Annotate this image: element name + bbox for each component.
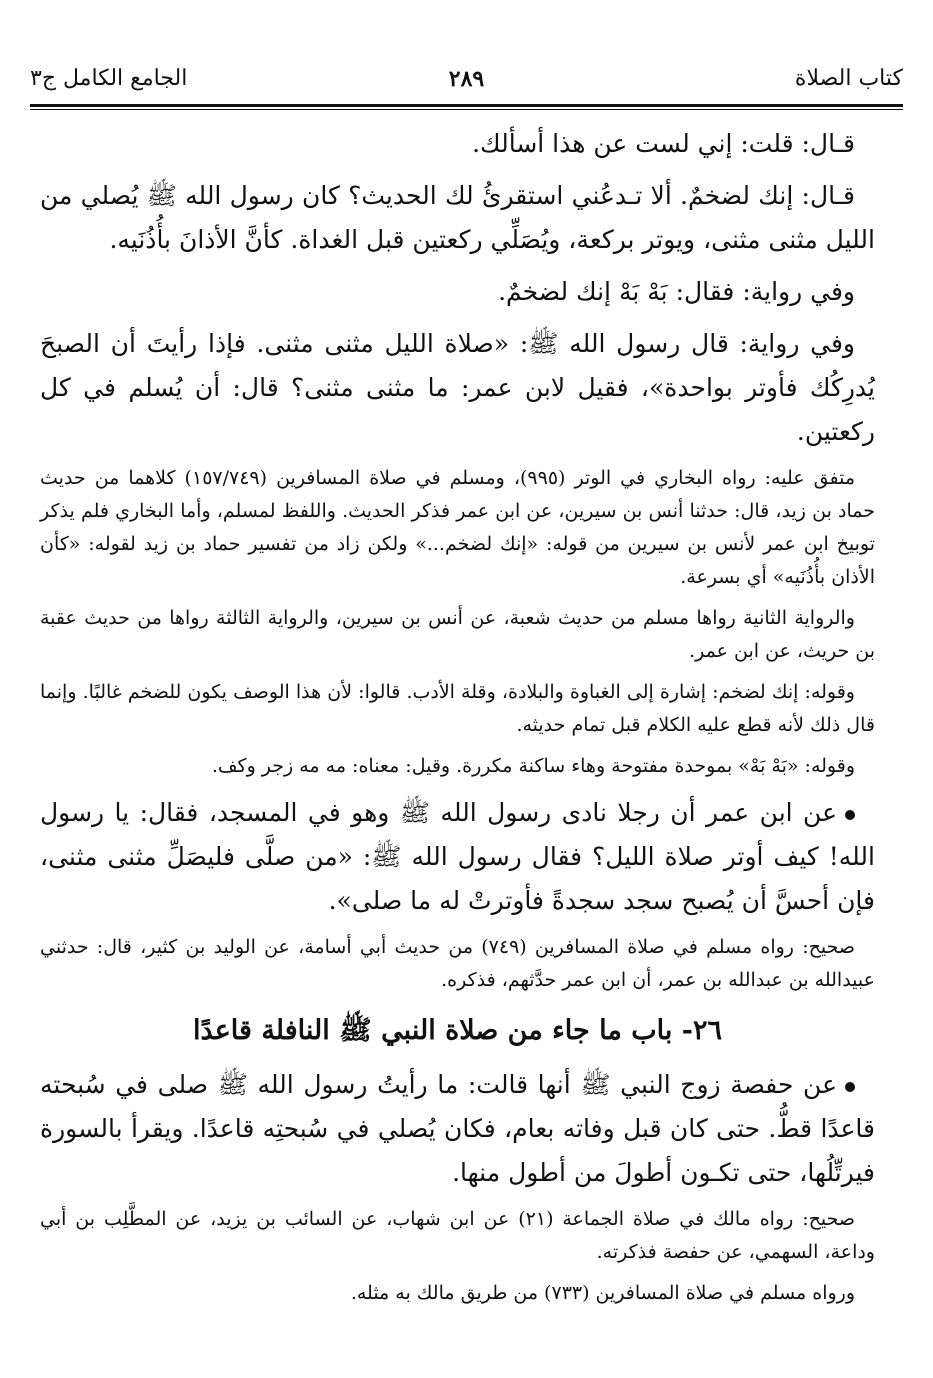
commentary-paragraph: والرواية الثانية رواها مسلم من حديث شعبة، عن أنس بن سيرين، والرواية الثالثة رواها من حديث عقبة بن حريث، عن ابن عمر. <box>40 607 875 662</box>
bullet-icon <box>845 1082 855 1092</box>
hadith-paragraph: قـال: إنك لضخمٌ. ألا تـدعُني استقرئُ لك الحديث؟ كان رسول الله ﷺ يُصلي من الليل مثنى مثنى، ويوتر بركعة، ويُصَلِّي ركعتين قبل الغداة. كأنَّ الأذانَ بأُذُنَيه. <box>40 181 875 254</box>
hadith-paragraph <box>40 791 875 923</box>
commentary-paragraph: وقوله: «بَهْ بَهْ» بموحدة مفتوحة وهاء ساكنة مكررة. وقيل: معناه: مه مه زجر وكف. <box>211 755 855 777</box>
commentary-paragraph: صحيح: رواه مالك في صلاة الجماعة (٢١) عن ابن شهاب، عن السائب بن يزيد، عن المطَّلِب بن أبي وداعة، السهمي، عن حفصة فذكرته. <box>40 1208 875 1263</box>
hadith-paragraph: وفي رواية: قال رسول الله ﷺ: «صلاة الليل مثنى مثنى. فإذا رأيتَ أن الصبحَ يُدرِكُك فأوتر بواحدة»، فقيل لابن عمر: ما مثنى مثنى؟ قال: أن يُسلم في كل ركعتين. <box>40 329 875 446</box>
hadith-text: عن ابن عمر أن رجلا نادى رسول الله ﷺ وهو في المسجد، فقال: يا رسول الله! كيف أوتر صلاة الليل؟ فقال رسول الله ﷺ: «من صلَّى فليصَلِّ مثنى مثنى، فإن أحسَّ أن يُصبح سجد سجدةً فأوترتْ له ما صلى». <box>40 798 875 915</box>
page-number: ٢٨٩ <box>448 66 485 92</box>
hadith-paragraph: وفي رواية: فقال: بَهْ بَهْ إنك لضخمٌ. <box>498 277 855 306</box>
hadith-text: عن حفصة زوج النبي ﷺ أنها قالت: ما رأيتُ رسول الله ﷺ صلى في سُبحته قاعدًا قطُّ. حتى كان قبل وفاته بعام، فكان يُصلي في سُبحتِه قاعدًا. ويقرأ بالسورة فيرتِّلُها، حتى تكـون أطولَ من أطول منها. <box>40 1070 875 1187</box>
book-volume-title: الجامع الكامل ج٣ <box>30 66 188 91</box>
header-rule-thin <box>30 109 903 110</box>
page-header <box>30 62 903 98</box>
hadith-paragraph: قـال: قلت: إني لست عن هذا أسألك. <box>472 129 855 158</box>
bullet-icon <box>845 810 855 820</box>
page-body <box>40 122 875 1318</box>
commentary-paragraph: متفق عليه: رواه البخاري في الوتر (٩٩٥)، ومسلم في صلاة المسافرين (١٥٧/٧٤٩) كلاهما من حديث حماد بن زيد، قال: حدثنا أنس بن سيرين، عن ابن عمر فذكر الحديث. واللفظ لمسلم، وأما البخاري فلم يذكر توبيخ ابن عمر لأنس بن سيرين من قوله: «إنك لضخم...» ولكن زاد من تفسير حماد بن زيد لقوله: «كأن الأذان بأُذُنَيه» أي بسرعة. <box>40 467 875 588</box>
book-chapter-title: كتاب الصلاة <box>794 66 903 91</box>
header-rule-thick <box>30 104 903 107</box>
commentary-paragraph: وقوله: إنك لضخم: إشارة إلى الغباوة والبلادة، وقلة الأدب. قالوا: لأن هذا الوصف يكون للضخم غالبًا. وإنما قال ذلك لأنه قطع عليه الكلام قبل تمام حديثه. <box>40 681 875 736</box>
commentary-paragraph: ورواه مسلم في صلاة المسافرين (٧٣٣) من طريق مالك به مثله. <box>350 1282 855 1304</box>
hadith-paragraph <box>40 1063 875 1195</box>
chapter-heading: ٢٦- باب ما جاء من صلاة النبي ﷺ النافلة قاعدًا <box>193 1015 722 1046</box>
commentary-paragraph: صحيح: رواه مسلم في صلاة المسافرين (٧٤٩) من حديث أبي أسامة، عن الوليد بن كثير، قال: حدثني عبيدالله بن عبدالله بن عمر، أن ابن عمر حدَّثهم، فذكره. <box>40 936 875 991</box>
